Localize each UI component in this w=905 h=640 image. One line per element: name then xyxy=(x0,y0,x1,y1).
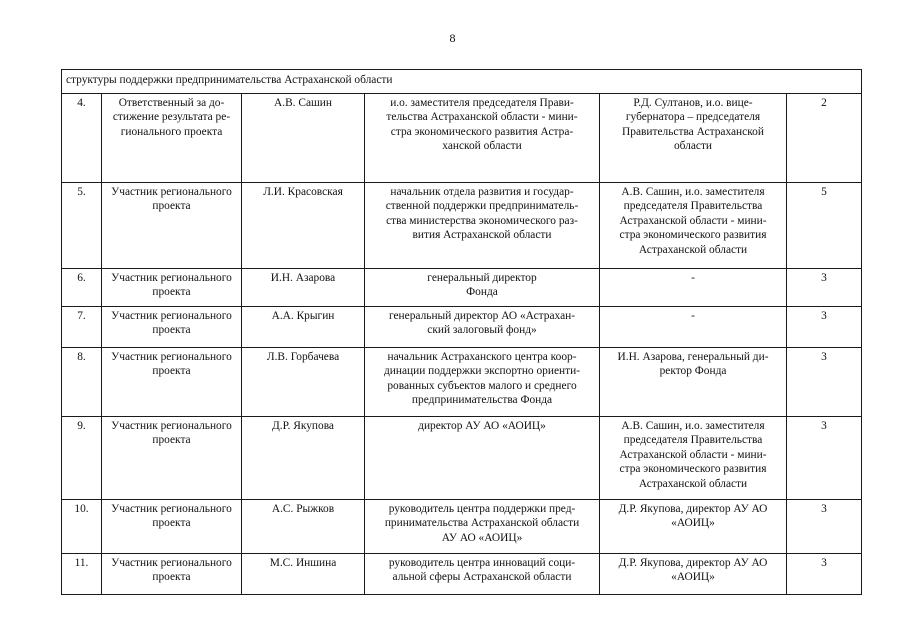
role-cell-line: проекта xyxy=(152,286,191,299)
person-cell xyxy=(242,348,365,417)
role-cell-line: проекта xyxy=(152,324,191,337)
workload-cell: 3 xyxy=(787,417,862,500)
role-cell xyxy=(102,348,242,417)
supervisor-cell-line: - xyxy=(691,272,695,284)
supervisor-cell xyxy=(600,500,787,554)
person-cell xyxy=(242,307,365,348)
person-cell-line: М.С. Иншина xyxy=(269,557,337,569)
supervisor-cell-line: области xyxy=(673,140,713,153)
position-cell-line: директор АУ АО «АОИЦ» xyxy=(418,420,546,432)
workload-cell: 3 xyxy=(787,500,862,554)
role-cell-line: Участник регионального xyxy=(111,557,232,569)
workload-cell: 2 xyxy=(787,94,862,183)
position-cell-line: начальник Астраханского центра коор- xyxy=(387,351,577,363)
position-cell xyxy=(365,500,600,554)
supervisor-cell-line: Правительства Астраханской xyxy=(622,125,764,138)
page-number: 8 xyxy=(449,31,456,45)
role-cell-line: Участник регионального xyxy=(111,186,232,198)
table-row xyxy=(62,500,862,554)
supervisor-cell xyxy=(600,269,787,307)
supervisor-cell-line: Астраханской области xyxy=(638,243,748,256)
role-cell-line: Участник регионального xyxy=(111,503,232,515)
position-cell-line: и.о. заместителя председателя Прави- xyxy=(390,97,574,109)
position-cell-line: руководитель центра поддержки пред- xyxy=(388,503,576,515)
table-row xyxy=(62,348,862,417)
position-cell xyxy=(365,269,600,307)
position-cell-line: предпринимательства Фонда xyxy=(411,394,553,407)
supervisor-cell-line: Д.Р. Якупова, директор АУ АО xyxy=(618,503,768,515)
person-cell xyxy=(242,269,365,307)
role-cell xyxy=(102,554,242,595)
supervisor-cell-line: И.Н. Азарова, генеральный ди- xyxy=(617,351,769,363)
role-cell-line: проекта xyxy=(152,200,191,213)
person-cell-line: И.Н. Азарова xyxy=(270,272,336,284)
workload-cell: 5 xyxy=(787,183,862,269)
role-cell-line: проекта xyxy=(152,434,191,447)
table-row xyxy=(62,417,862,500)
supervisor-cell xyxy=(600,554,787,595)
position-cell xyxy=(365,348,600,417)
position-cell-line: генеральный директор АО «Астрахан- xyxy=(388,310,576,322)
table-row xyxy=(62,269,862,307)
table-row xyxy=(62,554,862,595)
role-cell xyxy=(102,269,242,307)
supervisor-cell xyxy=(600,348,787,417)
supervisor-cell-line: «АОИЦ» xyxy=(671,517,715,530)
table-row xyxy=(62,183,862,269)
person-cell-line: Л.В. Горбачева xyxy=(266,351,340,363)
supervisor-cell-line: А.В. Сашин, и.о. заместителя xyxy=(621,420,765,432)
supervisor-cell-line: А.В. Сашин, и.о. заместителя xyxy=(621,186,765,198)
row-number: 9. xyxy=(62,417,102,500)
supervisor-cell-line: Астраханской области - мини- xyxy=(619,448,767,461)
supervisor-cell-line: Астраханской области xyxy=(638,477,748,490)
position-cell-line: динации поддержки экспортно ориенти- xyxy=(384,365,580,378)
position-cell-line: принимательства Астраханской области xyxy=(384,517,580,530)
person-cell-line: А.С. Рыжков xyxy=(271,503,335,515)
supervisor-cell-line: ректор Фонда xyxy=(659,365,727,378)
position-cell-line: АУ АО «АОИЦ» xyxy=(441,531,523,544)
position-cell-line: тельства Астраханской области - мини- xyxy=(386,111,578,124)
workload-cell: 3 xyxy=(787,307,862,348)
supervisor-cell-line: стра экономического развития xyxy=(619,229,767,242)
position-cell xyxy=(365,417,600,500)
role-cell-line: стижение результата ре- xyxy=(112,111,231,124)
person-cell-line: Д.Р. Якупова xyxy=(272,420,334,432)
position-cell-line: ханской области xyxy=(442,140,522,153)
row-number: 5. xyxy=(62,183,102,269)
supervisor-cell xyxy=(600,183,787,269)
row-number: 6. xyxy=(62,269,102,307)
position-cell-line: альной сферы Астраханской области xyxy=(392,571,572,584)
workload-cell: 3 xyxy=(787,554,862,595)
role-cell xyxy=(102,307,242,348)
role-cell-line: проекта xyxy=(152,365,191,378)
table-row xyxy=(62,94,862,183)
role-cell xyxy=(102,500,242,554)
role-cell-line: Участник регионального xyxy=(111,310,232,322)
position-cell-line: ственной поддержки предприниматель- xyxy=(385,200,579,213)
position-cell xyxy=(365,94,600,183)
person-cell-line: А.А. Крыгин xyxy=(271,310,335,322)
role-cell xyxy=(102,417,242,500)
workload-cell: 3 xyxy=(787,348,862,417)
position-cell-line: Фонда xyxy=(466,286,498,299)
row-number: 8. xyxy=(62,348,102,417)
supervisor-cell-line: председателя Правительства xyxy=(623,434,763,447)
supervisor-cell-line: Д.Р. Якупова, директор АУ АО xyxy=(618,557,768,569)
position-cell-line: ский залоговый фонд» xyxy=(427,324,537,337)
role-cell-line: Ответственный за до- xyxy=(118,97,225,109)
supervisor-cell-line: Р.Д. Султанов, и.о. вице- xyxy=(633,97,753,109)
role-cell-line: Участник регионального xyxy=(111,420,232,432)
supervisor-cell-line: «АОИЦ» xyxy=(671,571,715,584)
supervisor-cell xyxy=(600,307,787,348)
participants-table xyxy=(61,69,862,595)
row-number: 7. xyxy=(62,307,102,348)
position-cell-line: вития Астраханской области xyxy=(412,229,552,242)
person-cell xyxy=(242,417,365,500)
supervisor-cell-line: стра экономического развития xyxy=(619,463,767,476)
role-cell xyxy=(102,94,242,183)
position-cell-line: руководитель центра инноваций соци- xyxy=(388,557,576,569)
position-cell xyxy=(365,307,600,348)
role-cell xyxy=(102,183,242,269)
role-cell-line: проекта xyxy=(152,571,191,584)
row-number: 4. xyxy=(62,94,102,183)
row-number: 11. xyxy=(62,554,102,595)
row-number: 10. xyxy=(62,500,102,554)
table-row xyxy=(62,307,862,348)
person-cell-line: Л.И. Красовская xyxy=(263,186,343,198)
workload-cell: 3 xyxy=(787,269,862,307)
role-cell-line: проекта xyxy=(152,517,191,530)
table-header-row xyxy=(62,70,862,94)
person-cell xyxy=(242,500,365,554)
position-cell xyxy=(365,183,600,269)
position-cell-line: стра экономического развития Астра- xyxy=(390,125,574,138)
supervisor-cell-line: Астраханской области - мини- xyxy=(619,214,767,227)
position-cell-line: начальник отдела развития и государ- xyxy=(390,186,574,198)
position-cell-line: генеральный директор xyxy=(427,272,537,284)
supervisor-cell-line: - xyxy=(691,310,695,322)
person-cell-line: А.В. Сашин xyxy=(274,97,332,109)
supervisor-cell xyxy=(600,94,787,183)
supervisor-cell-line: председателя Правительства xyxy=(623,200,763,213)
position-cell-line: рованных субъектов малого и среднего xyxy=(387,379,577,392)
person-cell xyxy=(242,183,365,269)
position-cell-line: ства министерства экономического раз- xyxy=(386,214,578,227)
supervisor-cell-line: губернатора – председателя xyxy=(625,111,761,124)
person-cell xyxy=(242,554,365,595)
person-cell xyxy=(242,94,365,183)
role-cell-line: Участник регионального xyxy=(111,272,232,284)
table-header-text: структуры поддержки предпринимательства Астраханской области xyxy=(62,70,862,94)
role-cell-line: Участник регионального xyxy=(111,351,232,363)
supervisor-cell xyxy=(600,417,787,500)
position-cell xyxy=(365,554,600,595)
role-cell-line: гионального проекта xyxy=(120,125,223,138)
